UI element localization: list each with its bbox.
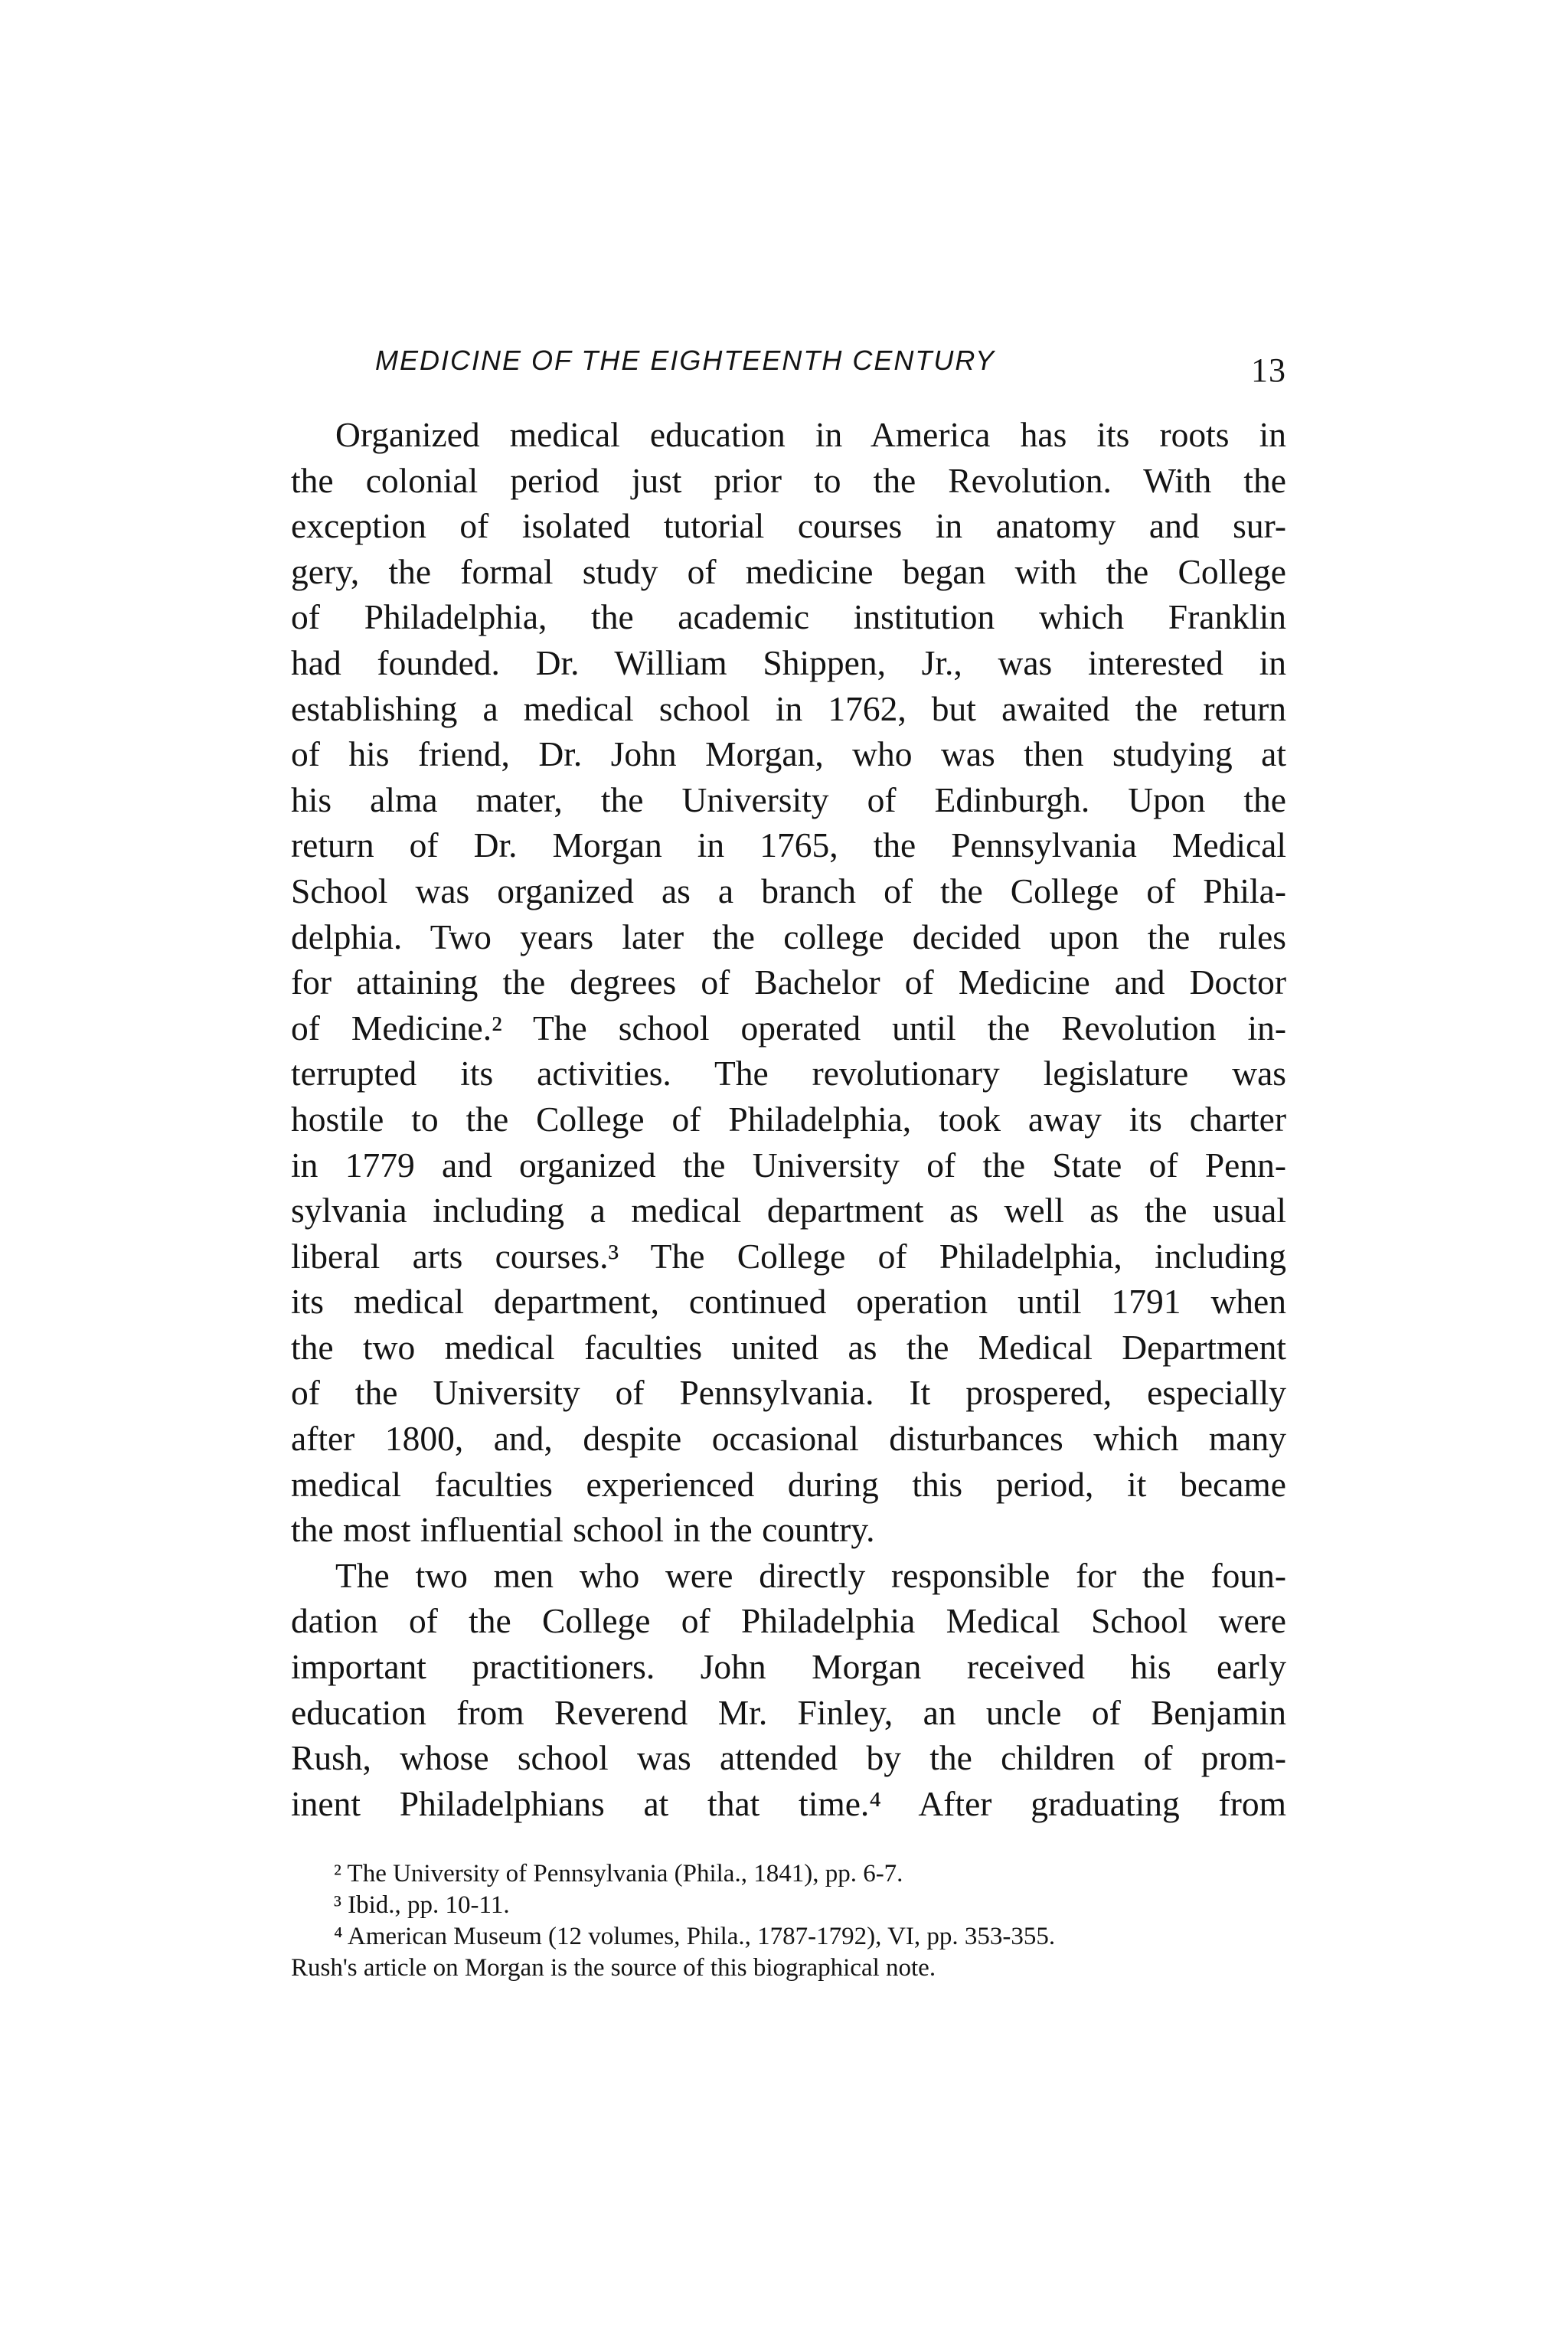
- text-line: liberal arts courses.³ The College of Philadelphia, including: [291, 1236, 1286, 1276]
- text-line: return of Dr. Morgan in 1765, the Pennsylvania Medical: [291, 825, 1286, 865]
- text-line: his alma mater, the University of Edinburgh. Upon the: [291, 779, 1286, 819]
- text-line: hostile to the College of Philadelphia, took away its charter: [291, 1099, 1286, 1139]
- running-head: [291, 322, 1286, 389]
- footnote-4-continuation: Rush's article on Morgan is the source of this biographical note.: [291, 1954, 936, 1982]
- text-line: dation of the College of Philadelphia Medical School were: [291, 1601, 1286, 1641]
- running-title: MEDICINE OF THE EIGHTEENTH CENTURY: [375, 345, 996, 376]
- text-line: important practitioners. John Morgan received his early: [291, 1647, 1286, 1687]
- text-line: after 1800, and, despite occasional disturbances which many: [291, 1419, 1286, 1459]
- text-line: inent Philadelphians at that time.⁴ After graduating from: [291, 1783, 1286, 1823]
- footnote-2: ² The University of Pennsylvania (Phila., 1841), pp. 6-7.: [334, 1860, 903, 1888]
- text-line: the colonial period just prior to the Revolution. With the: [291, 460, 1286, 500]
- text-line: sylvania including a medical department as well as the usual: [291, 1191, 1286, 1230]
- page-number: 13: [1251, 351, 1286, 389]
- paragraph-1: [291, 412, 1286, 1553]
- text-line: of his friend, Dr. John Morgan, who was then studying at: [291, 734, 1286, 774]
- paragraph-2: [291, 1553, 1286, 1827]
- text-line: its medical department, continued operation until 1791 when: [291, 1282, 1286, 1322]
- text-line: gery, the formal study of medicine began with the College: [291, 551, 1286, 591]
- text-line: of Medicine.² The school operated until the Revolution in-: [291, 1008, 1286, 1047]
- text-line: Rush, whose school was attended by the children of prom-: [291, 1738, 1286, 1778]
- text-line: of the University of Pennsylvania. It prospered, especially: [291, 1373, 1286, 1413]
- text-line: delphia. Two years later the college decided upon the rules: [291, 917, 1286, 956]
- footnote-4: ⁴ American Museum (12 volumes, Phila., 1787-1792), VI, pp. 353-355.: [334, 1923, 1056, 1951]
- text-line: education from Reverend Mr. Finley, an uncle of Benjamin: [291, 1692, 1286, 1732]
- footnotes: [291, 1858, 1286, 1984]
- text-line: The two men who were directly responsible for the foun-: [335, 1555, 1286, 1595]
- text-line: had founded. Dr. William Shippen, Jr., was interested in: [291, 642, 1286, 682]
- body-text: [291, 412, 1286, 1826]
- footnote-3: ³ Ibid., pp. 10-11.: [334, 1891, 510, 1920]
- text-line: in 1779 and organized the University of the State of Penn-: [291, 1145, 1286, 1185]
- text-line: School was organized as a branch of the College of Phila-: [291, 871, 1286, 910]
- text-line: medical faculties experienced during this period, it became: [291, 1464, 1286, 1504]
- text-line: establishing a medical school in 1762, but awaited the return: [291, 688, 1286, 728]
- text-line: the most influential school in the country.: [291, 1510, 875, 1550]
- text-line: terrupted its activities. The revolutionary legislature was: [291, 1054, 1286, 1093]
- text-line: Organized medical education in America has its roots in: [335, 415, 1286, 454]
- text-line: for attaining the degrees of Bachelor of Medicine and Doctor: [291, 963, 1286, 1002]
- text-line: of Philadelphia, the academic institution which Franklin: [291, 597, 1286, 637]
- book-page: [291, 322, 1286, 1984]
- text-line: exception of isolated tutorial courses in anatomy and sur-: [291, 506, 1286, 546]
- text-line: the two medical faculties united as the Medical Department: [291, 1327, 1286, 1367]
